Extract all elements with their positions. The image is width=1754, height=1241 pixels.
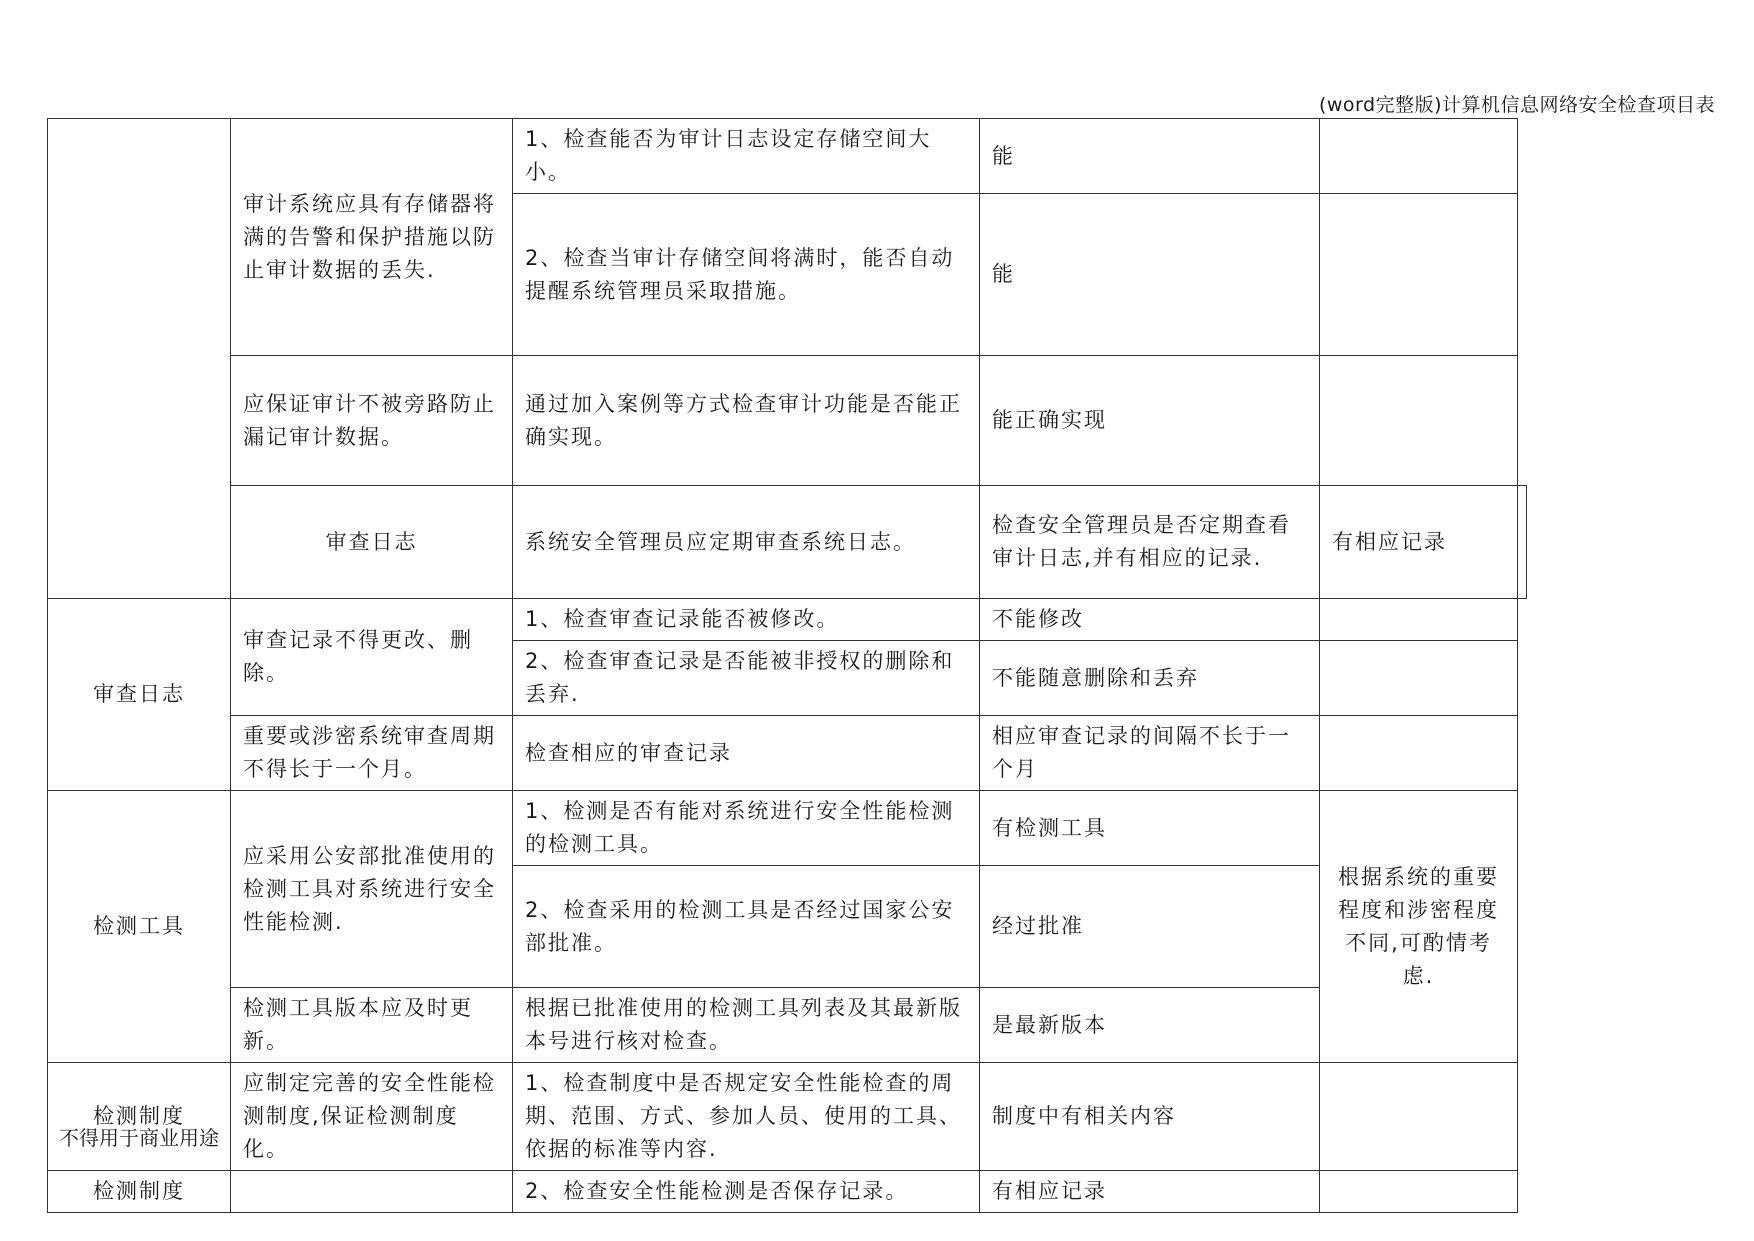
method-cell: 检查安全管理员是否定期查看审计日志,并有相应的记录. — [980, 486, 1320, 599]
result-cell: 经过批准 — [980, 866, 1320, 988]
result-cell: 有相应记录 — [1320, 486, 1518, 599]
result-cell: 是最新版本 — [980, 988, 1320, 1063]
requirement-cell: 系统安全管理员应定期审查系统日志。 — [513, 486, 980, 599]
note-cell — [1320, 599, 1518, 641]
result-cell: 有相应记录 — [980, 1171, 1320, 1213]
table-row — [48, 486, 1527, 599]
category-cell: 检测制度 — [48, 1063, 231, 1171]
method-cell: 2、检查当审计存储空间将满时，能否自动提醒系统管理员采取措施。 — [513, 194, 980, 356]
note-cell — [1320, 1171, 1518, 1213]
method-cell: 2、检查安全性能检测是否保存记录。 — [513, 1171, 980, 1213]
note-cell — [1320, 1063, 1518, 1171]
category-cell: 检测工具 — [48, 791, 231, 1063]
method-cell: 检查相应的审查记录 — [513, 716, 980, 791]
category-cell: 审查日志 — [48, 599, 231, 791]
method-cell: 1、检查制度中是否规定安全性能检查的周期、范围、方式、参加人员、使用的工具、依据的标准等内容. — [513, 1063, 980, 1171]
category-cell: 审查日志 — [231, 486, 513, 599]
note-cell: 根据系统的重要程度和涉密程度不同,可酌情考虑. — [1320, 791, 1518, 1063]
note-cell — [1320, 641, 1518, 716]
result-cell: 能 — [980, 194, 1320, 356]
result-cell: 能 — [980, 119, 1320, 194]
security-checklist-table — [47, 118, 1527, 1213]
requirement-cell: 审计系统应具有存储器将满的告警和保护措施以防止审计数据的丢失. — [231, 119, 513, 356]
requirement-cell — [231, 1171, 513, 1213]
note-cell — [1320, 356, 1518, 486]
table-row — [48, 356, 1527, 486]
result-cell: 能正确实现 — [980, 356, 1320, 486]
note-cell — [1518, 486, 1527, 599]
table-row — [48, 791, 1527, 866]
requirement-cell: 检测工具版本应及时更新。 — [231, 988, 513, 1063]
result-cell: 相应审查记录的间隔不长于一个月 — [980, 716, 1320, 791]
category-cell: 检测制度 — [48, 1171, 231, 1213]
requirement-cell: 应保证审计不被旁路防止漏记审计数据。 — [231, 356, 513, 486]
method-cell: 1、检测是否有能对系统进行安全性能检测的检测工具。 — [513, 791, 980, 866]
table-row — [48, 599, 1527, 641]
note-cell — [1320, 716, 1518, 791]
requirement-cell: 应采用公安部批准使用的检测工具对系统进行安全性能检测. — [231, 791, 513, 988]
table-row — [48, 1171, 1527, 1213]
method-cell: 1、检查能否为审计日志设定存储空间大小。 — [513, 119, 980, 194]
result-cell: 有检测工具 — [980, 791, 1320, 866]
table-row — [48, 988, 1527, 1063]
requirement-cell: 应制定完善的安全性能检测制度,保证检测制度化。 — [231, 1063, 513, 1171]
document-header: (word完整版)计算机信息网络安全检查项目表 — [1318, 94, 1715, 116]
method-cell: 1、检查审查记录能否被修改。 — [513, 599, 980, 641]
method-cell: 根据已批准使用的检测工具列表及其最新版本号进行核对检查。 — [513, 988, 980, 1063]
method-cell: 2、检查采用的检测工具是否经过国家公安部批准。 — [513, 866, 980, 988]
requirement-cell: 重要或涉密系统审查周期不得长于一个月。 — [231, 716, 513, 791]
result-cell: 不能随意删除和丢弃 — [980, 641, 1320, 716]
note-cell — [1320, 119, 1518, 194]
table-row — [48, 1063, 1527, 1171]
result-cell: 制度中有相关内容 — [980, 1063, 1320, 1171]
footer-note: 不得用于商业用途 — [59, 1126, 219, 1150]
result-cell: 不能修改 — [980, 599, 1320, 641]
category-cell — [48, 119, 231, 599]
table-row — [48, 716, 1527, 791]
note-cell — [1320, 194, 1518, 356]
table-row — [48, 119, 1527, 194]
method-cell: 通过加入案例等方式检查审计功能是否能正确实现。 — [513, 356, 980, 486]
requirement-cell: 审查记录不得更改、删除。 — [231, 599, 513, 716]
method-cell: 2、检查审查记录是否能被非授权的删除和丢弃. — [513, 641, 980, 716]
